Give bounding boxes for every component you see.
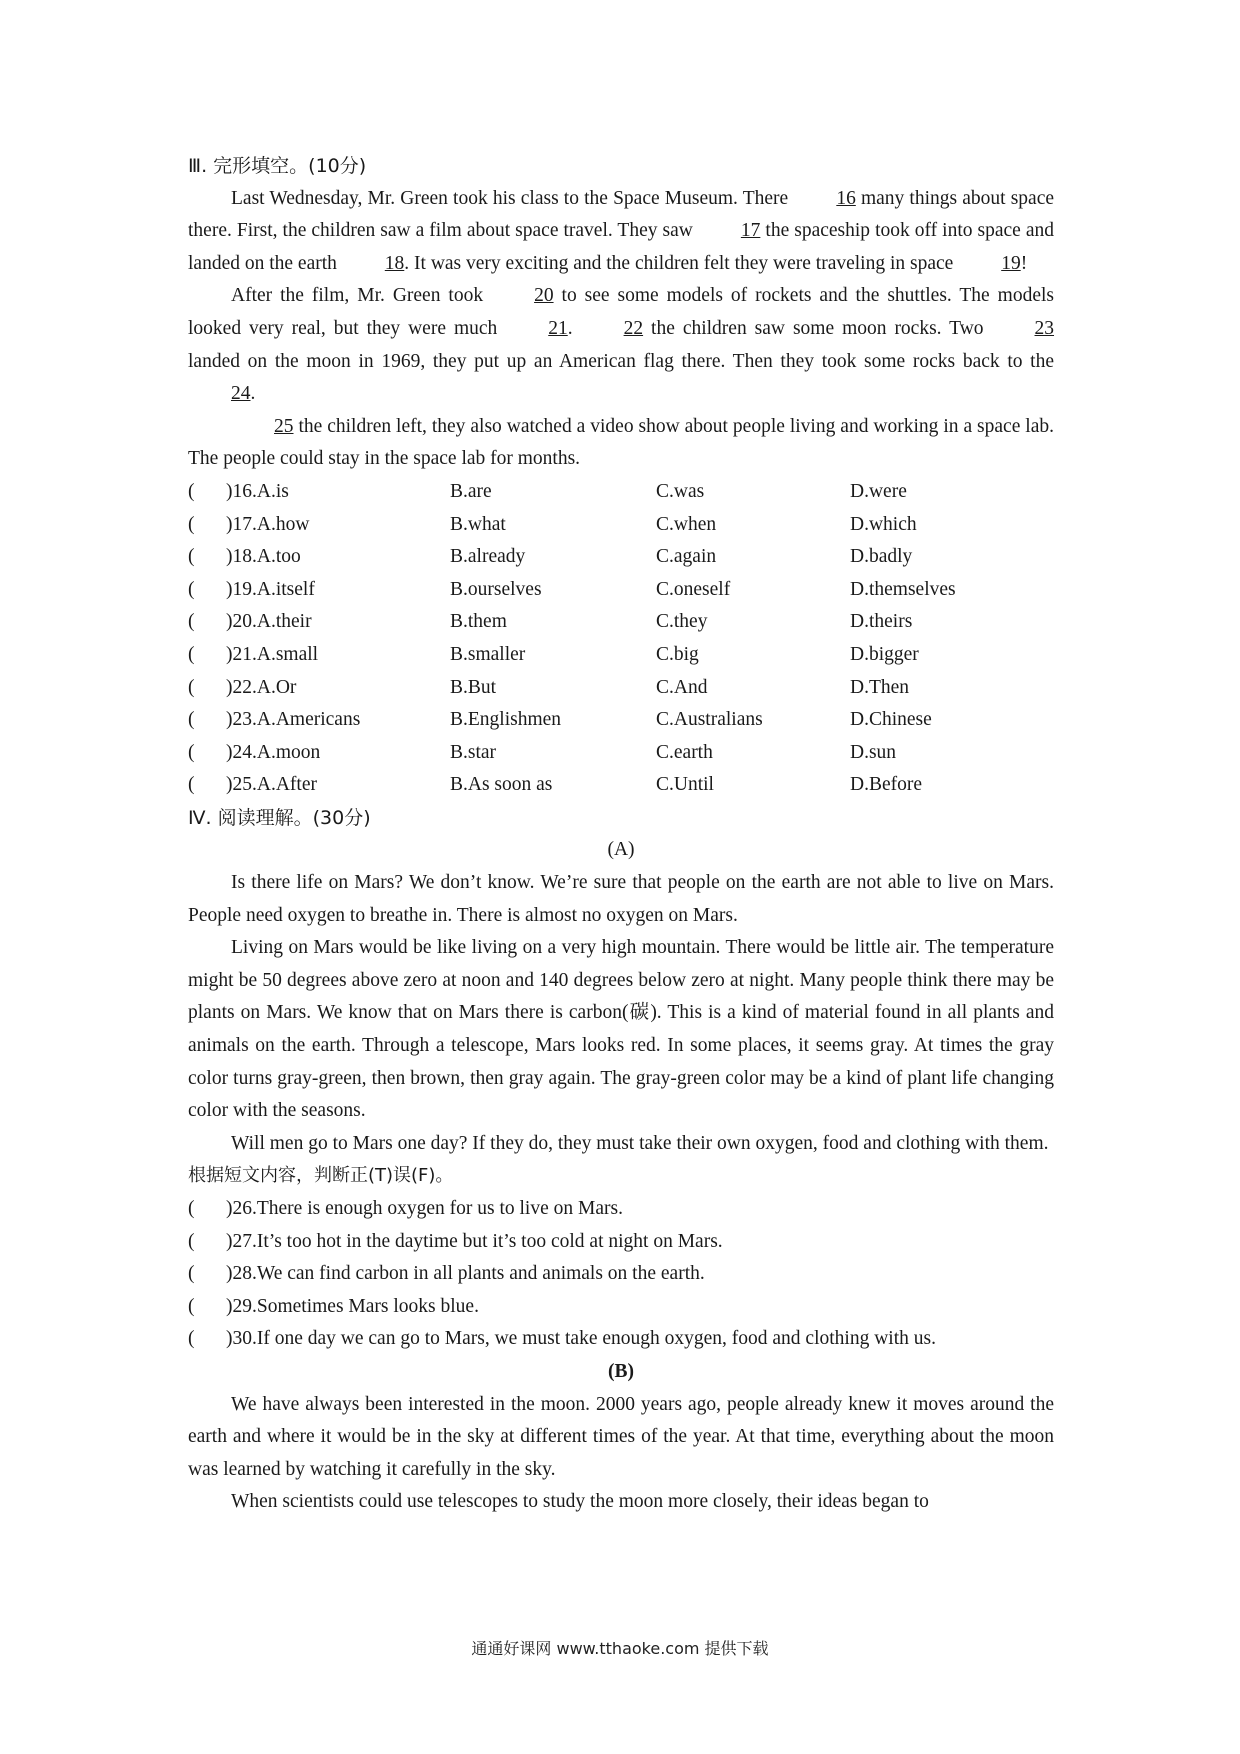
answer-paren[interactable]: ( [188, 741, 195, 763]
option-d: D.which [850, 513, 917, 535]
option-row [188, 704, 1054, 737]
option-c: C.big [656, 643, 699, 665]
option-c: C.Until [656, 774, 714, 796]
blank-number: 20 [534, 285, 554, 307]
answer-paren[interactable]: ( [188, 1198, 195, 1219]
passage-text: landed on the moon in 1969, they put up an American flag there. Then they took some rocks back to the [188, 350, 1054, 372]
blank-number: 19 [1001, 252, 1021, 274]
option-c: C.was [656, 480, 705, 502]
answer-paren[interactable]: ( [188, 774, 195, 796]
blank-number: 17 [740, 220, 761, 242]
option-b: B.them [450, 611, 507, 633]
option-b: B.what [450, 513, 506, 535]
option-c: C.they [656, 611, 708, 633]
blank-number: 18 [384, 252, 405, 274]
option-a: ( )17.A.how [188, 509, 450, 542]
option-d: D.Then [850, 676, 910, 698]
option-b: B.star [450, 741, 497, 763]
option-row [188, 606, 1054, 639]
reading-paragraph: Will men go to Mars one day? If they do, they must take their own oxygen, food and clothing with them. [231, 1132, 1049, 1154]
passage-text: many things about space there. First, the children saw a film about space travel. They saw [188, 187, 1054, 242]
option-a: ( )23.A.Americans [188, 704, 450, 737]
cloze-paragraph [188, 183, 1054, 281]
answer-paren[interactable]: ( [188, 643, 195, 665]
part-a-passage [188, 867, 1054, 1160]
option-d: D.theirs [850, 611, 913, 633]
option-d: D.were [850, 480, 907, 502]
passage-text: to see some models of rockets and the shuttles. The models looked very real, but they were much [188, 285, 1055, 339]
part-b-passage [188, 1389, 1054, 1519]
option-b: B.already [450, 546, 526, 568]
option-row [188, 476, 1054, 509]
answer-paren[interactable]: ( [188, 1328, 195, 1350]
exam-page [188, 150, 1054, 1519]
option-d: D.badly [850, 546, 913, 568]
option-d: D.Before [850, 774, 923, 796]
option-d: D.Chinese [850, 709, 932, 731]
blank-number: 25 [274, 415, 294, 437]
cloze-paragraph [188, 280, 1054, 410]
option-d: D.bigger [850, 643, 919, 665]
option-a: ( )22.A.Or [188, 672, 450, 705]
passage-text: Last Wednesday, Mr. Green took his class to the Space Museum. There [231, 187, 794, 209]
option-a: ( )25.A.After [188, 769, 450, 802]
passage-text: the children left, they also watched a video show about people living and working in a space lab. The people could stay in the space lab for months. [188, 415, 1054, 470]
option-row [188, 672, 1054, 705]
option-row [188, 541, 1054, 574]
answer-paren[interactable]: ( [188, 709, 195, 731]
option-b: B.Englishmen [450, 709, 562, 731]
section-4-title: Ⅳ. 阅读理解。(30分) [188, 806, 371, 829]
blank-number: 23 [1034, 317, 1055, 339]
part-a-heading: (A) [607, 839, 635, 861]
option-c: C.oneself [656, 578, 731, 600]
cloze-passage [188, 183, 1054, 476]
blank-number: 21 [548, 317, 568, 339]
option-a: ( )16.A.is [188, 476, 450, 509]
tf-statement: ( )27.It’s too hot in the daytime but it’s too cold at night on Mars. [188, 1226, 1054, 1259]
cloze-options [188, 476, 1054, 802]
passage-text: . [567, 317, 581, 339]
passage-text: ! [1020, 252, 1028, 274]
option-c: C.Australians [656, 709, 763, 731]
option-b: B.But [450, 676, 497, 698]
section-3-title: Ⅲ. 完形填空。(10分) [188, 155, 367, 177]
answer-paren[interactable]: ( [188, 513, 195, 535]
tf-statement: ( )30.If one day we can go to Mars, we must take enough oxygen, food and clothing with us. [188, 1323, 1054, 1356]
part-b-heading: (B) [608, 1360, 634, 1382]
answer-paren[interactable]: ( [188, 480, 195, 502]
tf-statement: ( )28.We can find carbon in all plants and animals on the earth. [188, 1258, 1054, 1291]
option-a: ( )21.A.small [188, 639, 450, 672]
blank-number: 22 [623, 317, 644, 339]
option-c: C.And [656, 676, 708, 698]
option-a: ( )24.A.moon [188, 737, 450, 770]
option-b: B.smaller [450, 643, 526, 665]
blank-number: 16 [836, 187, 856, 209]
option-row [188, 509, 1054, 542]
tf-statement: ( )26.There is enough oxygen for us to live on Mars. [188, 1193, 1054, 1226]
reading-paragraph: Living on Mars would be like living on a very high mountain. There would be little air. The temperature might be 50 degrees above zero at noon and 140 degrees below zero at night. Many people think there may be plants on Mars. We know that on Mars there is carbon(碳). This is a kind of material found in all plants and animals on the earth. Through a telescope, Mars looks red. In some places, it seems gray. At times the gray color turns gray-green, then brown, then gray again. The gray-green color may be a kind of plant life changing color with the seasons. [188, 937, 1054, 1122]
answer-paren[interactable]: ( [188, 676, 195, 698]
option-a: ( )18.A.too [188, 541, 450, 574]
option-b: B.As soon as [450, 774, 553, 796]
tf-instruction: 根据短文内容，判断正(T)误(F)。 [188, 1165, 454, 1187]
option-d: D.sun [850, 741, 897, 763]
option-d: D.themselves [850, 578, 956, 600]
option-c: C.when [656, 513, 717, 535]
reading-paragraph: We have always been interested in the moon. 2000 years ago, people already knew it moves around the earth and where it would be in the sky at different times of the year. At that time, everything about the moon was learned by watching it carefully in the sky. [188, 1393, 1054, 1480]
passage-text: the children saw some moon rocks. Two [643, 317, 992, 339]
option-b: B.ourselves [450, 578, 542, 600]
option-row [188, 769, 1054, 802]
cloze-paragraph [188, 411, 1054, 476]
option-a: ( )19.A.itself [188, 574, 450, 607]
passage-text: . [250, 383, 256, 405]
blank-number: 24 [231, 383, 251, 405]
answer-paren[interactable]: ( [188, 1230, 195, 1252]
answer-paren[interactable]: ( [188, 578, 195, 600]
answer-paren[interactable]: ( [188, 611, 195, 633]
tf-statements [188, 1193, 1054, 1356]
answer-paren[interactable]: ( [188, 546, 195, 568]
option-row [188, 639, 1054, 672]
option-a: ( )20.A.their [188, 606, 450, 639]
reading-paragraph: Is there life on Mars? We don’t know. We’re sure that people on the earth are not able to live on Mars. People need oxygen to breathe in. There is almost no oxygen on Mars. [188, 872, 1054, 926]
answer-paren[interactable]: ( [188, 1263, 195, 1285]
option-row [188, 737, 1054, 770]
option-c: C.earth [656, 741, 713, 763]
answer-paren[interactable]: ( [188, 1295, 195, 1317]
reading-paragraph: When scientists could use telescopes to study the moon more closely, their ideas began to [231, 1491, 929, 1513]
passage-text: the spaceship took off into space and landed on the earth [188, 220, 1055, 274]
option-b: B.are [450, 480, 492, 502]
option-c: C.again [656, 546, 717, 568]
passage-text: After the film, Mr. Green took [231, 285, 492, 307]
option-row [188, 574, 1054, 607]
passage-text: . It was very exciting and the children felt they were traveling in space [404, 252, 959, 274]
page-footer: 通通好课网 www.tthaoke.com 提供下载 [471, 1639, 769, 1658]
tf-statement: ( )29.Sometimes Mars looks blue. [188, 1291, 1054, 1324]
